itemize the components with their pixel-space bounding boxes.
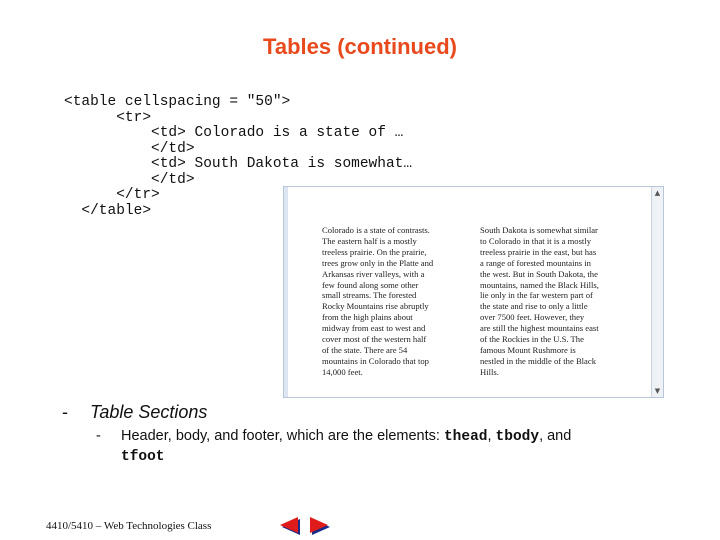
window-edge <box>284 187 288 397</box>
cell-line: of the state. There are 54 <box>322 344 408 355</box>
table-cell-colorado <box>322 225 433 378</box>
cell-line: to Colorado in that it is a mostly <box>480 235 591 246</box>
cell-line: lie only in the far western part of <box>480 290 593 301</box>
bullet-text: Table Sections <box>90 402 208 422</box>
scroll-up-icon[interactable]: ▲ <box>654 189 661 197</box>
right-arrow-icon[interactable] <box>306 516 332 536</box>
cell-line: South Dakota is somewhat similar <box>480 225 598 235</box>
code-line: <table cellspacing = "50"> <box>64 94 291 110</box>
cell-line: mountains in Colorado that top <box>322 355 429 366</box>
code-line: </table> <box>64 202 152 219</box>
sub-bullet-text: Header, body, and footer, which are the elements: <box>121 428 444 444</box>
cell-line: treeless prairie in the east, but has <box>480 246 597 257</box>
separator: , and <box>539 428 572 444</box>
cell-line: famous Mount Rushmore is <box>480 344 576 355</box>
separator: , <box>487 428 496 444</box>
cell-line: midway from east to west and <box>322 323 426 334</box>
code-line: </tr> <box>64 187 160 203</box>
cell-line: over 7500 feet. However, they <box>480 312 585 323</box>
cell-line: are still the highest mountains east <box>480 323 599 334</box>
vertical-scrollbar[interactable] <box>651 187 663 397</box>
cell-line: the west. But in South Dakota, the <box>480 268 598 279</box>
cell-line: Colorado is a state of contrasts. <box>322 225 430 235</box>
code-line: </td> <box>64 171 195 188</box>
left-arrow-icon[interactable] <box>276 516 302 536</box>
scroll-down-icon[interactable]: ▼ <box>654 387 661 395</box>
cell-line: Hills. <box>480 366 499 377</box>
cell-line: trees grow only in the Platte and <box>322 257 434 268</box>
bullet-table-sections <box>62 402 207 423</box>
browser-screenshot <box>283 186 664 398</box>
cell-line: The eastern half is a mostly <box>322 235 417 246</box>
cell-line: Rocky Mountains rise abruptly <box>322 301 429 312</box>
cell-line: mountains, named the Black Hills, <box>480 279 599 290</box>
cell-line: treeless prairie. On the prairie, <box>322 246 427 257</box>
table-cell-south-dakota <box>480 225 599 378</box>
sub-bullet-body <box>121 427 656 467</box>
sub-bullet-marker: - <box>96 428 101 444</box>
cell-line: the state and rise to only a little <box>480 301 588 312</box>
element-tbody: tbody <box>495 429 540 445</box>
slide-title: Tables (continued) <box>263 34 457 59</box>
cell-line: few found along some other <box>322 279 419 290</box>
cell-line: Arkansas river valleys, with a <box>322 268 425 279</box>
bullet-marker: - <box>62 402 68 422</box>
code-line: </td> <box>64 140 195 157</box>
sub-bullet-sections <box>96 427 656 467</box>
slide-footer: 4410/5410 – Web Technologies Class <box>46 520 212 532</box>
cell-line: from the high plains about <box>322 312 413 323</box>
element-tfoot: tfoot <box>121 449 165 465</box>
code-line: <tr> <box>64 109 152 126</box>
code-line: <td> South Dakota is somewhat… <box>64 156 413 172</box>
cell-line: small streams. The forested <box>322 290 417 301</box>
cell-line: of the Rockies in the U.S. The <box>480 334 584 345</box>
arrow-shape <box>280 517 298 533</box>
element-thead: thead <box>443 429 488 445</box>
cell-line: nestled in the middle of the Black <box>480 355 596 366</box>
cell-line: cover most of the western half <box>322 334 427 345</box>
cell-line: 14,000 feet. <box>322 366 363 377</box>
code-line: <td> Colorado is a state of … <box>64 125 404 141</box>
cell-line: a range of forested mountains in <box>480 257 591 268</box>
